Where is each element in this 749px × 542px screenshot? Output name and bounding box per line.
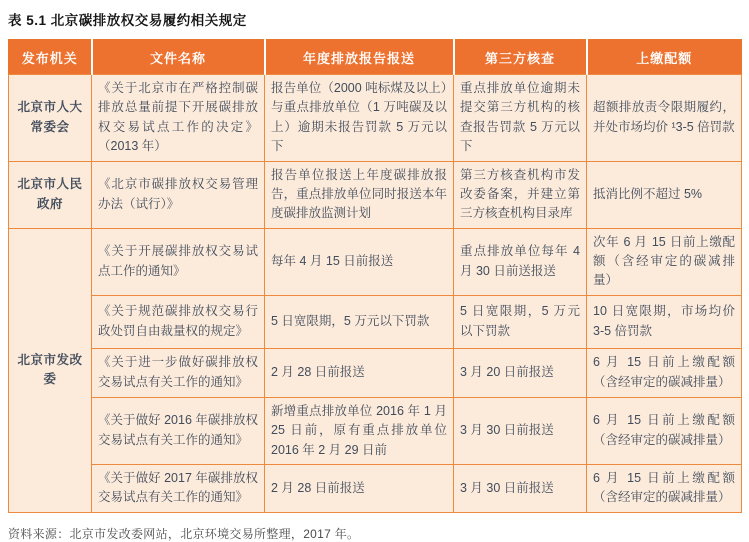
document-cell: 《关于开展碳排放权交易试点工作的通知》 <box>92 228 265 295</box>
header-row <box>9 40 742 75</box>
verification-cell: 3 月 30 日前报送 <box>454 397 587 464</box>
header-cell-document: 文件名称 <box>92 40 265 75</box>
document-cell: 《关于做好 2016 年碳排放权交易试点有关工作的通知》 <box>92 397 265 464</box>
verification-cell: 5 日宽限期，5 万元以下罚款 <box>454 295 587 348</box>
document-cell: 《关于进一步做好碳排放权交易试点有关工作的通知》 <box>92 348 265 397</box>
verification-cell: 第三方核查机构市发改委备案，并建立第三方核查机构目录库 <box>454 161 587 228</box>
table-row <box>9 295 742 348</box>
table-row <box>9 464 742 512</box>
report-cell: 2 月 28 日前报送 <box>265 348 454 397</box>
table-row <box>9 228 742 295</box>
table-title: 表 5.1 北京碳排放权交易履约相关规定 <box>8 13 247 28</box>
verification-cell: 3 月 30 日前报送 <box>454 464 587 512</box>
report-cell: 2 月 28 日前报送 <box>265 464 454 512</box>
quota-cell: 6 月 15 日前上缴配额（含经审定的碳减排量） <box>587 397 742 464</box>
header-cell-agency: 发布机关 <box>9 40 92 75</box>
quota-cell: 次年 6 月 15 日前上缴配额（含经审定的碳减排量） <box>587 228 742 295</box>
quota-cell: 抵消比例不超过 5% <box>587 161 742 228</box>
report-cell: 每年 4 月 15 日前报送 <box>265 228 454 295</box>
quota-cell: 6 月 15 日前上缴配额（含经审定的碳减排量） <box>587 464 742 512</box>
document-cell: 《关于北京市在严格控制碳排放总量前提下开展碳排放权交易试点工作的决定》（2013 年） <box>92 75 265 162</box>
quota-cell: 6 月 15 日前上缴配额（含经审定的碳减排量） <box>587 348 742 397</box>
document-cell: 《关于做好 2017 年碳排放权交易试点有关工作的通知》 <box>92 464 265 512</box>
report-cell: 新增重点排放单位 2016 年 1 月 25 日前，原有重点排放单位 2016 年 2 月 29 日前 <box>265 397 454 464</box>
source-note: 资料来源：北京市发改委网站，北京环境交易所整理，2017 年。 <box>8 526 360 541</box>
quota-cell: 超额排放责令限期履约，并处市场均价 ¹3-5 倍罚款 <box>587 75 742 162</box>
agency-cell: 北京市发改委 <box>9 228 92 512</box>
table-row <box>9 75 742 162</box>
report-cell: 报告单位报送上年度碳排放报告，重点排放单位同时报送本年度碳排放监测计划 <box>265 161 454 228</box>
regulation-table <box>8 39 742 513</box>
document-cell: 《北京市碳排放权交易管理办法（试行）》 <box>92 161 265 228</box>
table-row <box>9 348 742 397</box>
quota-cell: 10 日宽限期，市场均价 3-5 倍罚款 <box>587 295 742 348</box>
header-cell-verification: 第三方核查 <box>454 40 587 75</box>
table-row <box>9 161 742 228</box>
header-cell-quota: 上缴配额 <box>587 40 742 75</box>
report-cell: 报告单位（2000 吨标煤及以上）与重点排放单位（1 万吨碳及以上）逾期未报告罚款 5 万元以下 <box>265 75 454 162</box>
table-row <box>9 397 742 464</box>
agency-cell: 北京市人大常委会 <box>9 75 92 162</box>
verification-cell: 重点排放单位逾期未提交第三方机构的核查报告罚款 5 万元以下 <box>454 75 587 162</box>
agency-cell: 北京市人民政府 <box>9 161 92 228</box>
verification-cell: 重点排放单位每年 4 月 30 日前送报送 <box>454 228 587 295</box>
report-cell: 5 日宽限期，5 万元以下罚款 <box>265 295 454 348</box>
document-cell: 《关于规范碳排放权交易行政处罚自由裁量权的规定》 <box>92 295 265 348</box>
verification-cell: 3 月 20 日前报送 <box>454 348 587 397</box>
header-cell-report: 年度排放报告报送 <box>265 40 454 75</box>
